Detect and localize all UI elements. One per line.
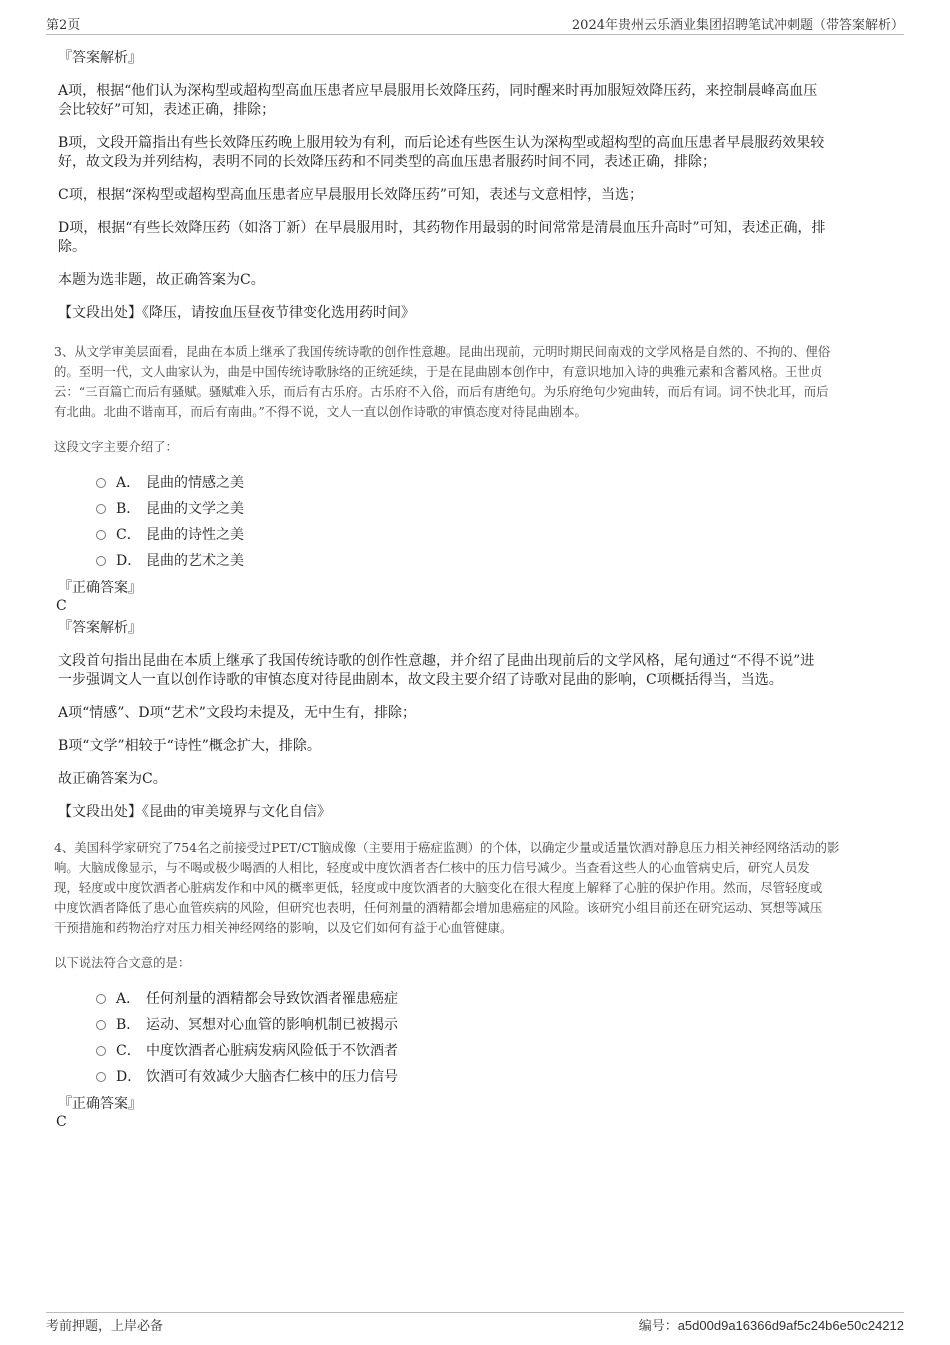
q3-source: 【文段出处】《昆曲的审美境界与文化自信》 [58,804,331,820]
q4-stem-line-1: 4、美国科学家研究了754名之前接受过PET/CT脑成像（主要用于癌症监测）的个体，以确定少量或适量饮酒对静息压力相关神经网络活动的影 [54,840,840,855]
radio-icon[interactable] [96,504,106,514]
passage-source: 【文段出处】《降压，请按血压昼夜节律变化选用药时间》 [58,305,415,321]
radio-icon[interactable] [96,556,106,566]
q4-answer: C [56,1114,67,1130]
q3-answer-heading: 『正确答案』 [58,580,142,596]
q3-stem-line-2: 的。至明一代，文人曲家认为，曲是中国传统诗歌脉络的正统延续，于是在昆曲剧本创作中，有意识地加入诗的典雅元素和含蓄风格。王世贞 [54,364,823,379]
radio-icon[interactable] [96,1072,106,1082]
analysis-a-line-1: A项，根据“他们认为深构型或超构型高血压患者应早晨服用长效降压药，同时醒来时再加服短效降压药，来控制晨峰高血压 [58,83,818,99]
analysis-c: C项，根据“深构型或超构型高血压患者应早晨服用长效降压药”可知，表述与文意相悖，当选； [58,187,644,203]
q4-answer-heading: 『正确答案』 [58,1096,142,1112]
page-number: 第2页 [46,18,81,33]
q3-option-d[interactable]: D． 昆曲的艺术之美 [96,550,244,570]
radio-icon[interactable] [96,1020,106,1030]
q3-answer: C [56,598,67,614]
q3-question: 这段文字主要介绍了： [54,439,178,454]
q3-option-c[interactable]: C． 昆曲的诗性之美 [96,524,244,544]
footer-slogan: 考前押题，上岸必备 [46,1319,164,1334]
q3-stem-line-1: 3、从文学审美层面看，昆曲在本质上继承了我国传统诗歌的创作性意趣。昆曲出现前，元明时期民间南戏的文学风格是自然的、不拘的、俚俗 [54,344,831,359]
q3-analysis-line-1: 文段首句指出昆曲在本质上继承了我国传统诗歌的创作性意趣，并介绍了昆曲出现前后的文学风格，尾句通过“不得不说”进 [58,653,815,669]
analysis-d-line-2: 除。 [58,239,86,255]
q3-analysis-line-2: 一步强调文人一直以创作诗歌的审慎态度对待昆曲剧本，故文段主要介绍了诗歌对昆曲的影响，C项概括得当，当选。 [58,672,783,688]
q3-option-a[interactable]: A． 昆曲的情感之美 [96,472,244,492]
q3-option-b[interactable]: B． 昆曲的文学之美 [96,498,244,518]
q4-stem-line-4: 中度饮酒者降低了患心血管疾病的风险，但研究也表明，任何剂量的酒精都会增加患癌症的风险。该研究小组目前还在研究运动、冥想等减压 [54,900,823,915]
q4-option-d[interactable]: D． 饮酒可有效减少大脑杏仁核中的压力信号 [96,1066,398,1086]
q4-stem-line-5: 干预措施和药物治疗对压力相关神经网络的影响，以及它们如何有益于心血管健康。 [54,920,513,935]
q4-stem-line-3: 现，轻度或中度饮酒者心脏病发作和中风的概率更低，轻度或中度饮酒者的大脑变化在很大程度上解释了心脏的保护作用。然而，尽管轻度或 [54,880,823,895]
radio-icon[interactable] [96,530,106,540]
analysis-a-line-2: 会比较好”可知，表述正确，排除； [58,102,276,118]
q3-stem-line-3: 云：“三百篇亡而后有骚赋。骚赋难入乐，而后有古乐府。古乐府不入俗，而后有唐绝句。为乐府绝句少宛曲转，而后有词。词不快北耳，而后 [54,384,829,399]
analysis-conclusion: 本题为选非题，故正确答案为C。 [58,272,265,288]
q3-analysis-heading: 『答案解析』 [58,620,142,636]
q3-analysis-ad: A项“情感”、D项“艺术”文段均未提及，无中生有，排除； [58,705,416,721]
q4-option-b[interactable]: B． 运动、冥想对心血管的影响机制已被揭示 [96,1014,398,1034]
analysis-b-line-2: 好，故文段为并列结构，表明不同的长效降压药和不同类型的高血压患者服药时间不同，表述正确，排除； [58,154,716,170]
q3-stem-line-4: 有北曲。北曲不谐南耳，而后有南曲。”不得不说，文人一直以创作诗歌的审慎态度对待昆曲剧本。 [54,404,587,419]
radio-icon[interactable] [96,478,106,488]
analysis-d-line-1: D项，根据“有些长效降压药（如洛丁新）在早晨服用时，其药物作用最弱的时间常常是清晨血压升高时”可知，表述正确，排 [58,220,826,236]
document-title: 2024年贵州云乐酒业集团招聘笔试冲刺题（带答案解析） [571,18,904,33]
analysis-b-line-1: B项，文段开篇指出有些长效降压药晚上服用较为有利，而后论述有些医生认为深构型或超构型的高血压患者早晨服药效果较 [58,135,825,151]
page-footer [46,1312,904,1335]
q3-analysis-b: B项“文学”相较于“诗性”概念扩大，排除。 [58,738,321,754]
q4-question: 以下说法符合文意的是： [54,955,191,970]
radio-icon[interactable] [96,994,106,1004]
q4-option-c[interactable]: C． 中度饮酒者心脏病发病风险低于不饮酒者 [96,1040,398,1060]
page-header [46,14,904,35]
analysis-heading: 『答案解析』 [58,50,142,66]
document-serial: 编号：a5d00d9a16366d9af5c24b6e50c24212 [638,1318,904,1333]
q4-option-a[interactable]: A． 任何剂量的酒精都会导致饮酒者罹患癌症 [96,988,398,1008]
q4-stem-line-2: 响。大脑成像显示，与不喝或极少喝酒的人相比，轻度或中度饮酒者杏仁核中的压力信号减少。当查看这些人的心血管病史后，研究人员发 [54,860,810,875]
q3-conclusion: 故正确答案为C。 [58,771,167,787]
radio-icon[interactable] [96,1046,106,1056]
